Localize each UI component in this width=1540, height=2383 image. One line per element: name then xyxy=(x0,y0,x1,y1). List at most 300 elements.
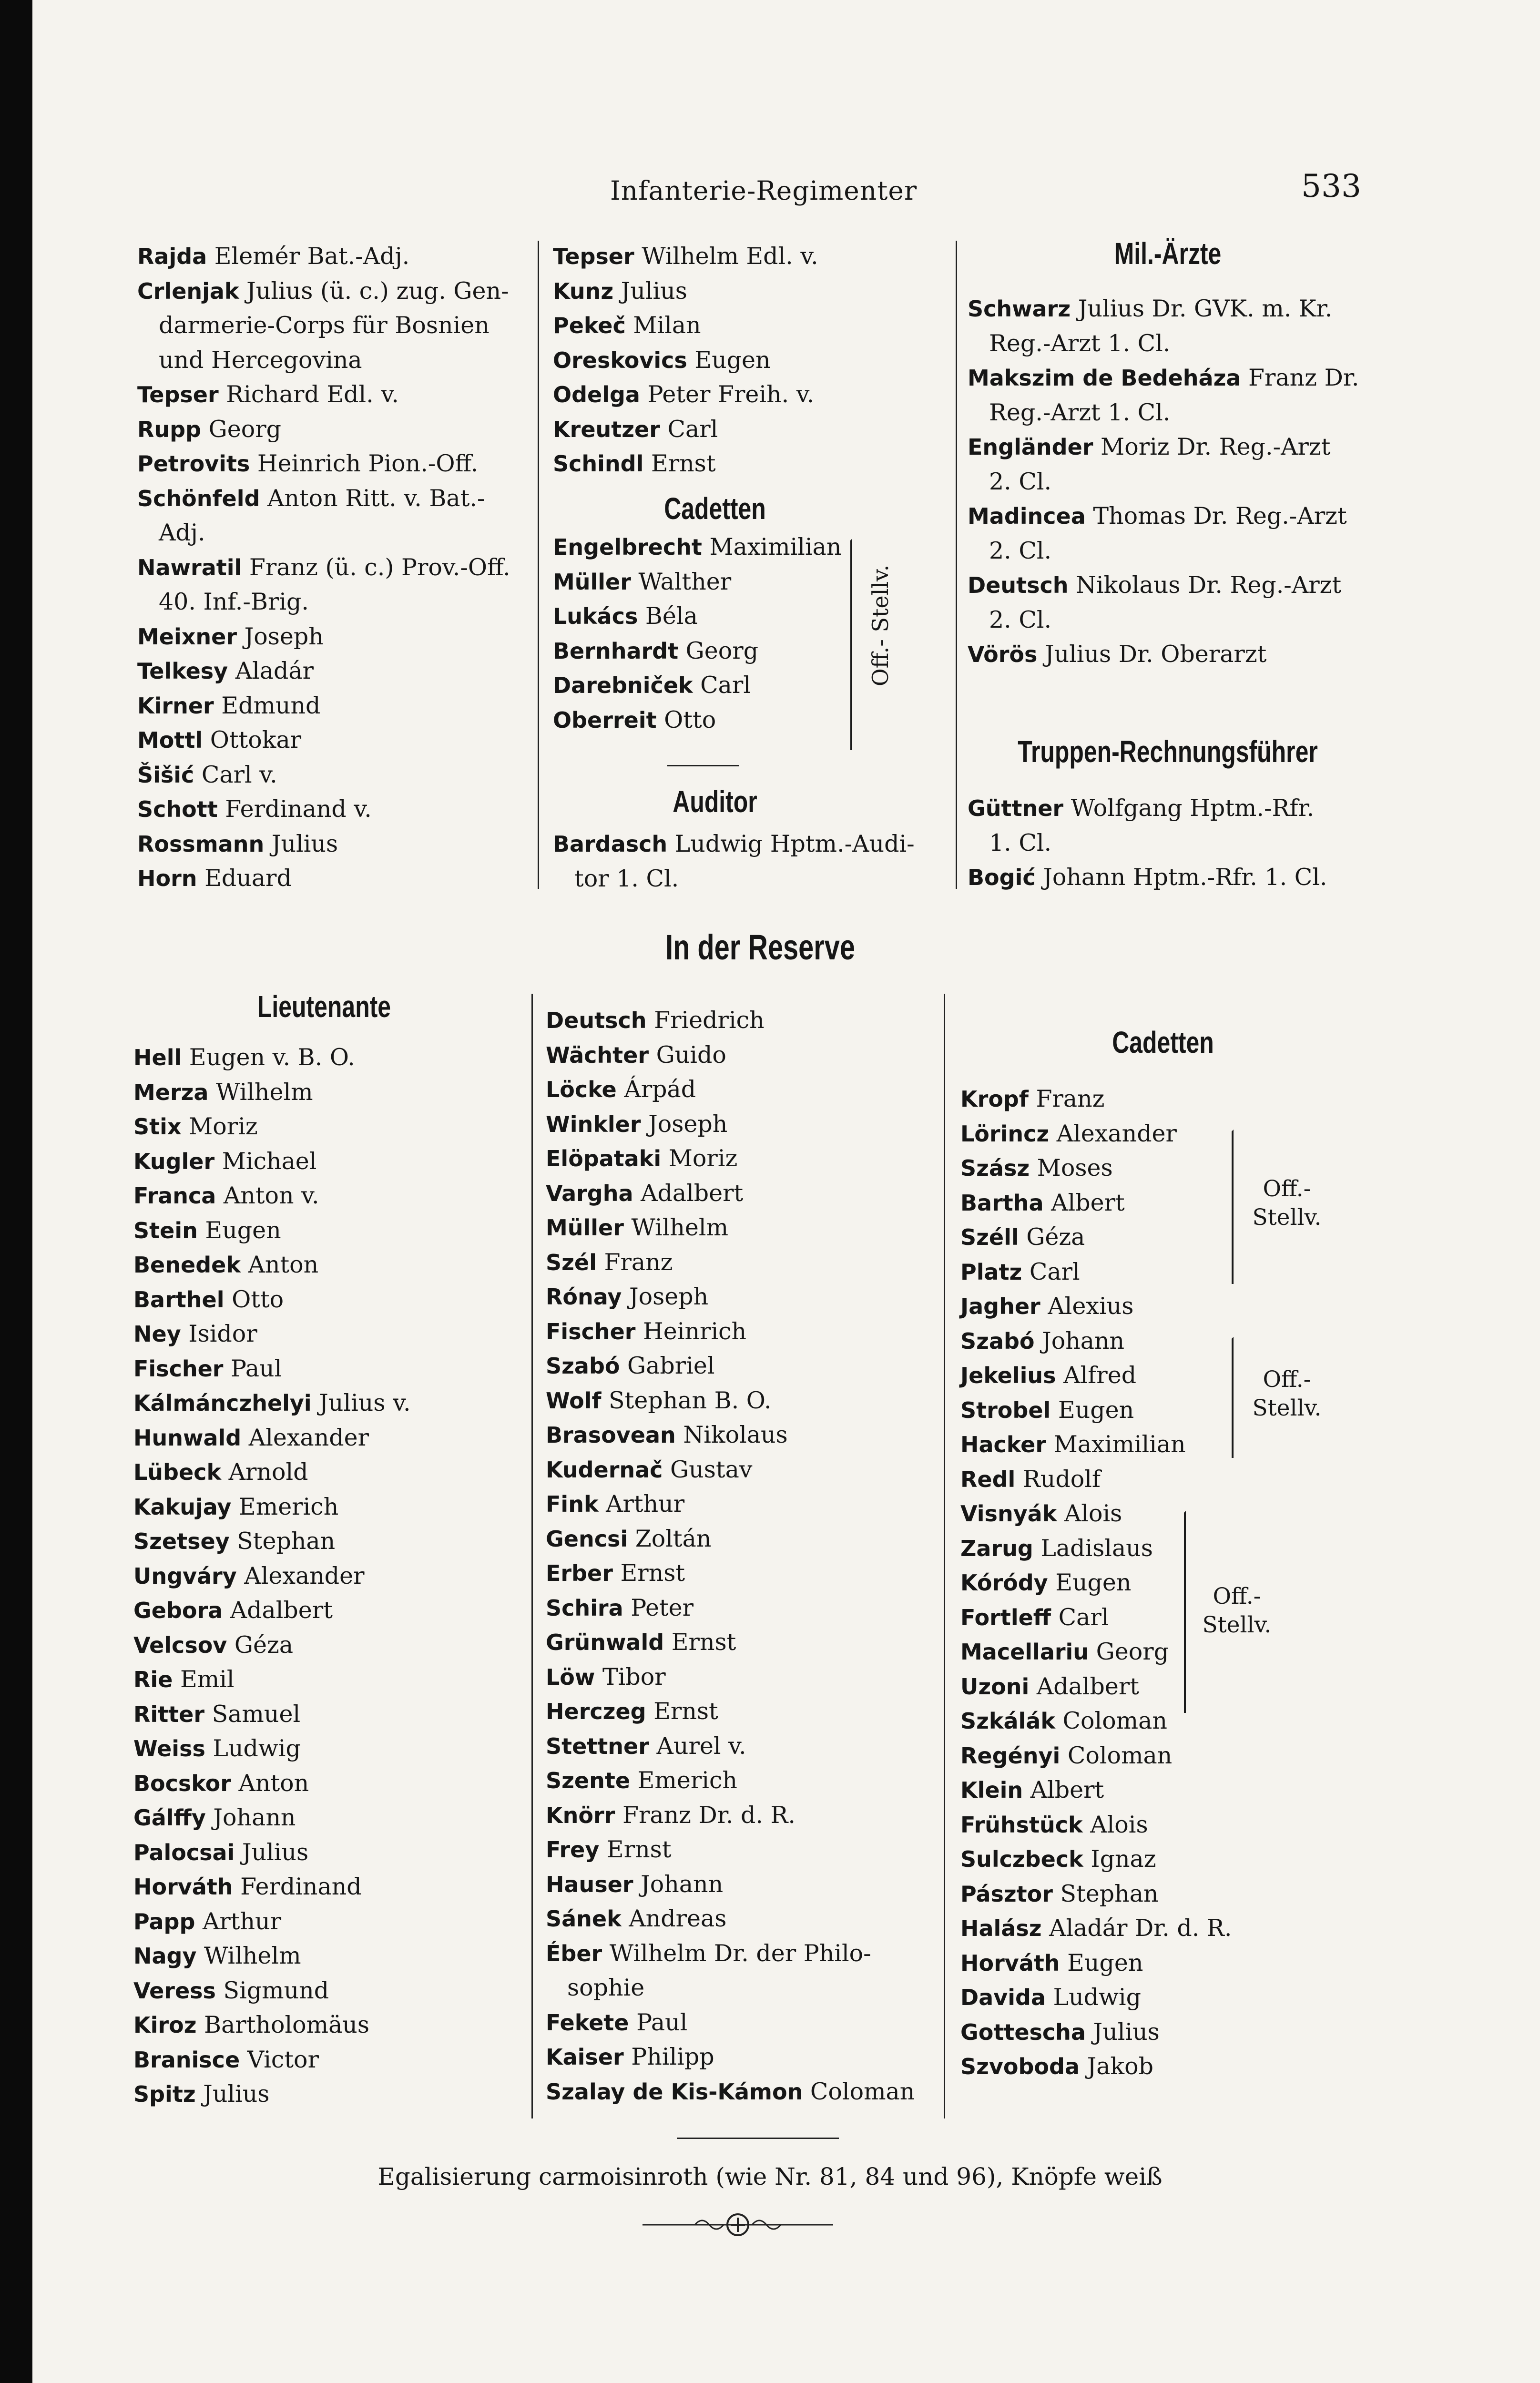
reserve-heading: In der Reserve xyxy=(665,927,855,967)
list-item xyxy=(553,447,818,481)
surname: Stix xyxy=(133,1114,182,1140)
entry-text: Julius Dr. Oberarzt xyxy=(1037,641,1267,668)
surname: Rupp xyxy=(137,416,202,442)
entry-text: Samuel xyxy=(204,1700,301,1728)
list-item xyxy=(137,550,510,585)
surname: Uzoni xyxy=(960,1673,1030,1700)
entry-text: Alexander xyxy=(1049,1120,1177,1147)
list-item xyxy=(133,2077,411,2112)
surname: Pekeč xyxy=(553,313,626,338)
entry-text: Stephan xyxy=(229,1528,336,1555)
surname: Bardasch xyxy=(553,831,668,857)
entry-text: Eugen xyxy=(687,346,771,374)
entry-text: Carl xyxy=(1051,1603,1109,1631)
list-item xyxy=(133,1248,411,1283)
entry-text: Julius (ü. c.) zug. Gen- xyxy=(239,277,509,305)
list-item xyxy=(553,862,915,896)
list-item xyxy=(133,1628,411,1663)
entry-text: Géza xyxy=(1019,1223,1085,1251)
list-item xyxy=(133,1490,411,1525)
stellv-note-line: Off.- xyxy=(1263,1366,1311,1393)
surname: Szvoboda xyxy=(960,2054,1080,2079)
surname: Spitz xyxy=(133,2081,196,2107)
entry-text: Otto xyxy=(224,1285,284,1313)
list-item xyxy=(960,1739,1232,1773)
list-item xyxy=(546,1003,915,1038)
list-item xyxy=(137,792,510,827)
surname: Sánek xyxy=(546,1906,622,1932)
list-item xyxy=(960,2049,1232,2084)
list-item xyxy=(553,565,841,600)
entry-text: Friedrich xyxy=(646,1007,765,1034)
lieutenante-list xyxy=(133,1040,411,2112)
surname: Halász xyxy=(960,1915,1042,1941)
entry-text: 40. Inf.-Brig. xyxy=(159,588,309,615)
entry-text: Alfred xyxy=(1056,1362,1137,1389)
list-item xyxy=(960,1186,1232,1221)
list-item xyxy=(133,1317,411,1352)
list-item xyxy=(960,1324,1232,1359)
list-item xyxy=(133,1731,411,1766)
entry-text: Aladár Dr. d. R. xyxy=(1041,1915,1232,1942)
list-item xyxy=(553,412,818,447)
entry-text: Philipp xyxy=(623,2043,714,2070)
stellv-note-line: Stellv. xyxy=(1252,1204,1322,1231)
surname: Bernhardt xyxy=(553,638,679,664)
entry-text: und Hercegovina xyxy=(159,346,362,374)
surname: Schott xyxy=(137,796,218,822)
entry-text: Johann xyxy=(1034,1327,1125,1354)
surname: Lübeck xyxy=(133,1459,222,1485)
brace xyxy=(1225,1337,1234,1458)
surname: Rie xyxy=(133,1667,173,1692)
entry-text: Stephan xyxy=(1052,1880,1159,1907)
surname: Horváth xyxy=(960,1950,1060,1976)
surname: Davida xyxy=(960,1985,1046,2010)
surname: Franca xyxy=(133,1183,216,1209)
entry-text: Jakob xyxy=(1080,2053,1153,2080)
list-item xyxy=(137,447,510,481)
entry-text: Tibor xyxy=(595,1663,666,1691)
surname: Szalay de Kis-Kámon xyxy=(546,2078,803,2105)
list-item xyxy=(133,1144,411,1179)
list-item xyxy=(546,1349,915,1384)
entry-text: Franz (ü. c.) Prov.-Off. xyxy=(242,553,510,581)
entry-text: Ferdinand v. xyxy=(217,795,372,823)
surname: Szetsey xyxy=(133,1528,230,1554)
list-item xyxy=(546,1763,915,1798)
entry-text: Coloman xyxy=(1060,1741,1173,1769)
entry-text: Ludwig xyxy=(205,1735,301,1762)
list-item xyxy=(546,1418,915,1453)
surname: Wächter xyxy=(546,1042,649,1068)
entry-text: Ernst xyxy=(664,1629,736,1656)
surname: Kropf xyxy=(960,1086,1029,1112)
entry-text: Ignaz xyxy=(1083,1845,1156,1873)
entry-text: Anton Ritt. v. Bat.- xyxy=(260,484,485,512)
surname: Kugler xyxy=(133,1148,215,1174)
entry-text: Adj. xyxy=(159,519,205,546)
entry-text: Adalbert xyxy=(1029,1672,1139,1700)
entry-text: Coloman xyxy=(1055,1707,1167,1734)
surname: Macellariu xyxy=(960,1639,1089,1665)
list-item xyxy=(546,1591,915,1626)
surname: Madincea xyxy=(968,503,1086,529)
surname: Széll xyxy=(960,1224,1019,1250)
surname: Tepser xyxy=(553,244,634,269)
list-item xyxy=(546,2040,915,2075)
surname: Nagy xyxy=(133,1943,197,1969)
surname: Engländer xyxy=(968,434,1093,460)
surname: Hunwald xyxy=(133,1425,242,1451)
brace xyxy=(844,539,852,750)
entry-text: Milan xyxy=(625,312,701,339)
column-rule xyxy=(944,994,945,2118)
entry-text: Carl xyxy=(660,415,718,443)
surname: Winkler xyxy=(546,1111,641,1137)
surname: Éber xyxy=(546,1940,602,1966)
surname: Szél xyxy=(546,1249,597,1275)
cadetten-heading: Cadetten xyxy=(664,491,766,526)
entry-text: Arthur xyxy=(598,1490,685,1517)
entry-text: Paul xyxy=(629,2008,688,2036)
list-item xyxy=(960,1635,1232,1670)
list-item xyxy=(960,1704,1232,1739)
running-header: Infanterie-Regimenter xyxy=(610,175,918,206)
entry-text: Wilhelm xyxy=(208,1078,313,1106)
entry-text: Moses xyxy=(1030,1154,1113,1181)
entry-text: Reg.-Arzt 1. Cl. xyxy=(989,398,1171,426)
list-item xyxy=(546,1556,915,1591)
surname: Odelga xyxy=(553,382,640,407)
list-item xyxy=(546,2006,915,2040)
entry-text: Arnold xyxy=(221,1458,308,1486)
list-item xyxy=(546,1176,915,1211)
list-item xyxy=(133,1904,411,1939)
surname: Jagher xyxy=(960,1293,1040,1319)
surname: Hauser xyxy=(546,1871,633,1897)
list-item xyxy=(137,758,510,793)
list-item xyxy=(968,396,1359,430)
surname: Kaiser xyxy=(546,2044,624,2070)
surname: Löw xyxy=(546,1664,595,1690)
entry-text: Anton v. xyxy=(216,1182,319,1209)
list-item xyxy=(546,1833,915,1867)
list-item xyxy=(960,1082,1232,1117)
entry-text: Wilhelm xyxy=(196,1942,301,1969)
entry-text: Victor xyxy=(240,2046,319,2073)
list-item xyxy=(546,1072,915,1107)
list-item xyxy=(553,634,841,669)
surname: Makszim de Bedeháza xyxy=(968,365,1241,391)
separator xyxy=(677,2138,839,2139)
list-item xyxy=(960,1427,1232,1462)
surname: Pásztor xyxy=(960,1881,1053,1907)
entry-text: Zoltán xyxy=(628,1525,712,1552)
entry-text: Ernst xyxy=(612,1559,685,1587)
entry-text: Géza xyxy=(227,1631,294,1659)
entry-text: Eugen xyxy=(1050,1396,1134,1424)
list-item xyxy=(546,2075,915,2109)
list-item xyxy=(968,791,1327,826)
entry-text: Maximilian xyxy=(702,533,842,560)
list-item xyxy=(137,412,510,447)
entry-text: Walther xyxy=(631,568,732,595)
entry-text: Joseph xyxy=(622,1283,709,1310)
surname: Horváth xyxy=(133,1874,233,1900)
entry-text: Maximilian xyxy=(1046,1431,1186,1458)
surname: Lörincz xyxy=(960,1120,1050,1147)
surname: Petrovits xyxy=(137,451,250,477)
entry-text: Alois xyxy=(1082,1811,1148,1838)
entry-text: Rudolf xyxy=(1015,1465,1101,1493)
list-item xyxy=(137,827,510,862)
list-item xyxy=(960,1911,1232,1946)
surname: Gencsi xyxy=(546,1526,628,1552)
entry-text: Peter Freih. v. xyxy=(640,381,815,408)
officer-list-col2 xyxy=(553,239,818,481)
surname: Grünwald xyxy=(546,1629,664,1655)
list-item xyxy=(546,1902,915,1936)
surname: Kiroz xyxy=(133,2012,197,2038)
column-rule xyxy=(538,241,539,889)
surname: Schira xyxy=(546,1595,623,1621)
surname: Gottescha xyxy=(960,2019,1086,2045)
entry-text: Ottokar xyxy=(203,726,302,754)
surname: Rossmann xyxy=(137,831,265,857)
entry-text: Andreas xyxy=(621,1905,727,1932)
list-item xyxy=(553,703,841,738)
stellv-note-line: Stellv. xyxy=(1202,1612,1272,1638)
entry-text: Heinrich xyxy=(635,1317,747,1345)
list-item xyxy=(960,1670,1232,1704)
column-rule xyxy=(531,994,533,2118)
lieutenante-heading: Lieutenante xyxy=(257,989,391,1024)
entry-text: Franz Dr. d. R. xyxy=(615,1801,796,1829)
surname: Löcke xyxy=(546,1077,617,1102)
surname: Bocskor xyxy=(133,1770,231,1796)
list-item xyxy=(546,1107,915,1142)
entry-text: Thomas Dr. Reg.-Arzt xyxy=(1085,502,1347,530)
rechnungsfuehrer-list xyxy=(968,791,1327,895)
entry-text: Alexander xyxy=(236,1562,365,1589)
surname: Ungváry xyxy=(133,1563,237,1589)
surname: Szabó xyxy=(960,1328,1035,1354)
list-item xyxy=(553,530,841,565)
entry-text: Joseph xyxy=(237,622,324,650)
list-item xyxy=(960,1946,1232,1981)
list-item xyxy=(137,308,510,343)
list-item xyxy=(137,861,510,896)
list-item xyxy=(137,620,510,654)
surname: Oberreit xyxy=(553,707,657,733)
entry-text: Gustav xyxy=(663,1456,753,1483)
surname: Frey xyxy=(546,1837,600,1863)
entry-text: Julius Dr. GVK. m. Kr. xyxy=(1071,295,1333,322)
entry-text: Paul xyxy=(223,1354,282,1382)
entry-text: Moriz xyxy=(661,1145,738,1172)
surname: Fink xyxy=(546,1491,599,1517)
list-item xyxy=(546,1798,915,1833)
entry-text: Eugen xyxy=(1060,1949,1143,1976)
surname: Vargha xyxy=(546,1180,633,1206)
mil-aerzte-list xyxy=(968,292,1359,672)
entry-text: Emerich xyxy=(630,1767,737,1794)
entry-text: Wolfgang Hptm.-Rfr. xyxy=(1063,794,1315,822)
surname: Platz xyxy=(960,1259,1022,1285)
entry-text: Franz Dr. xyxy=(1241,364,1359,391)
list-item xyxy=(968,430,1359,465)
list-item xyxy=(133,1939,411,1974)
list-item xyxy=(960,1497,1232,1531)
entry-text: Ernst xyxy=(599,1836,672,1863)
entry-text: Carl v. xyxy=(194,761,277,788)
entry-text: Eugen v. B. O. xyxy=(182,1044,355,1071)
entry-text: Alexander xyxy=(241,1424,369,1451)
surname: Fekete xyxy=(546,2009,629,2036)
list-item xyxy=(968,534,1359,569)
surname: Kirner xyxy=(137,692,214,719)
surname: Szente xyxy=(546,1768,631,1793)
entry-text: Carl xyxy=(1022,1258,1080,1285)
surname: Ney xyxy=(133,1321,181,1347)
list-item xyxy=(553,308,818,343)
surname: Redl xyxy=(960,1466,1016,1492)
list-item xyxy=(960,1289,1232,1324)
list-item xyxy=(133,1352,411,1386)
entry-text: Georg xyxy=(201,415,282,443)
list-item xyxy=(137,481,510,516)
entry-text: Michael xyxy=(214,1147,317,1175)
stellv-note xyxy=(1249,1175,1325,1232)
surname: Veress xyxy=(133,1977,216,2004)
surname: Szkálák xyxy=(960,1708,1055,1734)
entry-text: Georg xyxy=(678,637,759,664)
entry-text: Albert xyxy=(1023,1776,1104,1803)
surname: Visnyák xyxy=(960,1501,1057,1527)
surname: Mottl xyxy=(137,727,203,753)
list-item xyxy=(133,2043,411,2077)
entry-text: Emerich xyxy=(231,1493,339,1520)
list-item xyxy=(960,1808,1232,1843)
entry-text: Béla xyxy=(638,602,698,630)
list-item xyxy=(546,1384,915,1418)
entry-text: Julius xyxy=(613,277,687,305)
stellv-note-line: Stellv. xyxy=(1252,1395,1322,1421)
surname: Klein xyxy=(960,1777,1023,1803)
entry-text: Edmund xyxy=(214,692,321,719)
list-item xyxy=(133,1559,411,1594)
stellv-note: Off.- Stellv. xyxy=(867,564,893,686)
entry-text: Aurel v. xyxy=(649,1732,746,1760)
entry-text: Adalbert xyxy=(223,1597,333,1624)
entry-text: Albert xyxy=(1043,1189,1125,1216)
surname: Bartha xyxy=(960,1190,1044,1216)
entry-text: Johann xyxy=(205,1804,296,1831)
surname: Brasovean xyxy=(546,1422,676,1448)
list-item xyxy=(133,1179,411,1213)
entry-text: Arthur xyxy=(195,1907,281,1935)
list-item xyxy=(546,1522,915,1557)
surname: Kálmánczhelyi xyxy=(133,1390,312,1416)
list-item xyxy=(546,1038,915,1073)
surname: Lukács xyxy=(553,603,638,629)
separator xyxy=(667,765,739,766)
entry-text: Julius v. xyxy=(311,1389,411,1416)
entry-text: Moriz xyxy=(181,1113,258,1140)
list-item xyxy=(968,361,1359,396)
list-item xyxy=(960,1117,1232,1151)
list-item xyxy=(546,1694,915,1729)
surname: Regényi xyxy=(960,1742,1061,1769)
surname: Stein xyxy=(133,1217,198,1243)
list-item xyxy=(960,2015,1232,2050)
list-item xyxy=(133,1421,411,1456)
list-item xyxy=(546,1660,915,1695)
ornament-icon xyxy=(638,2210,838,2239)
surname: Elöpataki xyxy=(546,1146,662,1171)
reserve-list-mid xyxy=(546,1003,915,2109)
surname: Müller xyxy=(553,569,631,595)
surname: Herczeg xyxy=(546,1699,646,1724)
entry-text: Gabriel xyxy=(620,1352,715,1379)
surname: Barthel xyxy=(133,1286,224,1313)
entry-text: Isidor xyxy=(181,1320,257,1347)
list-item xyxy=(137,343,510,378)
list-item xyxy=(133,1801,411,1835)
list-item xyxy=(960,1255,1232,1290)
surname: Szász xyxy=(960,1155,1030,1181)
list-item xyxy=(553,274,818,309)
entry-text: 2. Cl. xyxy=(989,468,1052,495)
entry-text: Árpád xyxy=(616,1076,696,1103)
list-item xyxy=(133,1766,411,1801)
entry-text: Richard Edl. v. xyxy=(218,381,399,408)
list-item xyxy=(553,343,818,378)
entry-text: Eduard xyxy=(197,865,292,892)
surname: Hell xyxy=(133,1045,182,1070)
entry-text: Otto xyxy=(656,706,716,733)
entry-text: Alois xyxy=(1057,1500,1122,1527)
list-item xyxy=(553,239,818,274)
surname: Deutsch xyxy=(546,1008,647,1033)
entry-text: Coloman xyxy=(803,2077,915,2105)
entry-text: darmerie-Corps für Bosnien xyxy=(159,312,490,339)
list-item xyxy=(133,1386,411,1421)
list-item xyxy=(133,1593,411,1628)
entry-text: Stephan B. O. xyxy=(601,1386,772,1414)
surname: Strobel xyxy=(960,1397,1051,1423)
entry-text: Julius xyxy=(1085,2018,1160,2046)
surname: Jekelius xyxy=(960,1363,1056,1388)
surname: Gebora xyxy=(133,1598,223,1623)
entry-text: 2. Cl. xyxy=(989,537,1052,564)
list-item xyxy=(133,1835,411,1870)
entry-text: 1. Cl. xyxy=(989,829,1052,856)
stellv-note-line: Off.- xyxy=(1263,1176,1311,1202)
list-item xyxy=(968,499,1359,534)
surname: Fischer xyxy=(546,1318,636,1344)
surname: Kunz xyxy=(553,278,614,304)
list-item xyxy=(968,603,1359,638)
surname: Frühstück xyxy=(960,1812,1083,1838)
surname: Gálffy xyxy=(133,1805,206,1831)
list-item xyxy=(553,377,818,412)
scan-edge xyxy=(0,0,32,2383)
list-item xyxy=(133,1213,411,1248)
entry-text: Ferdinand xyxy=(233,1873,362,1900)
list-item xyxy=(133,1110,411,1144)
